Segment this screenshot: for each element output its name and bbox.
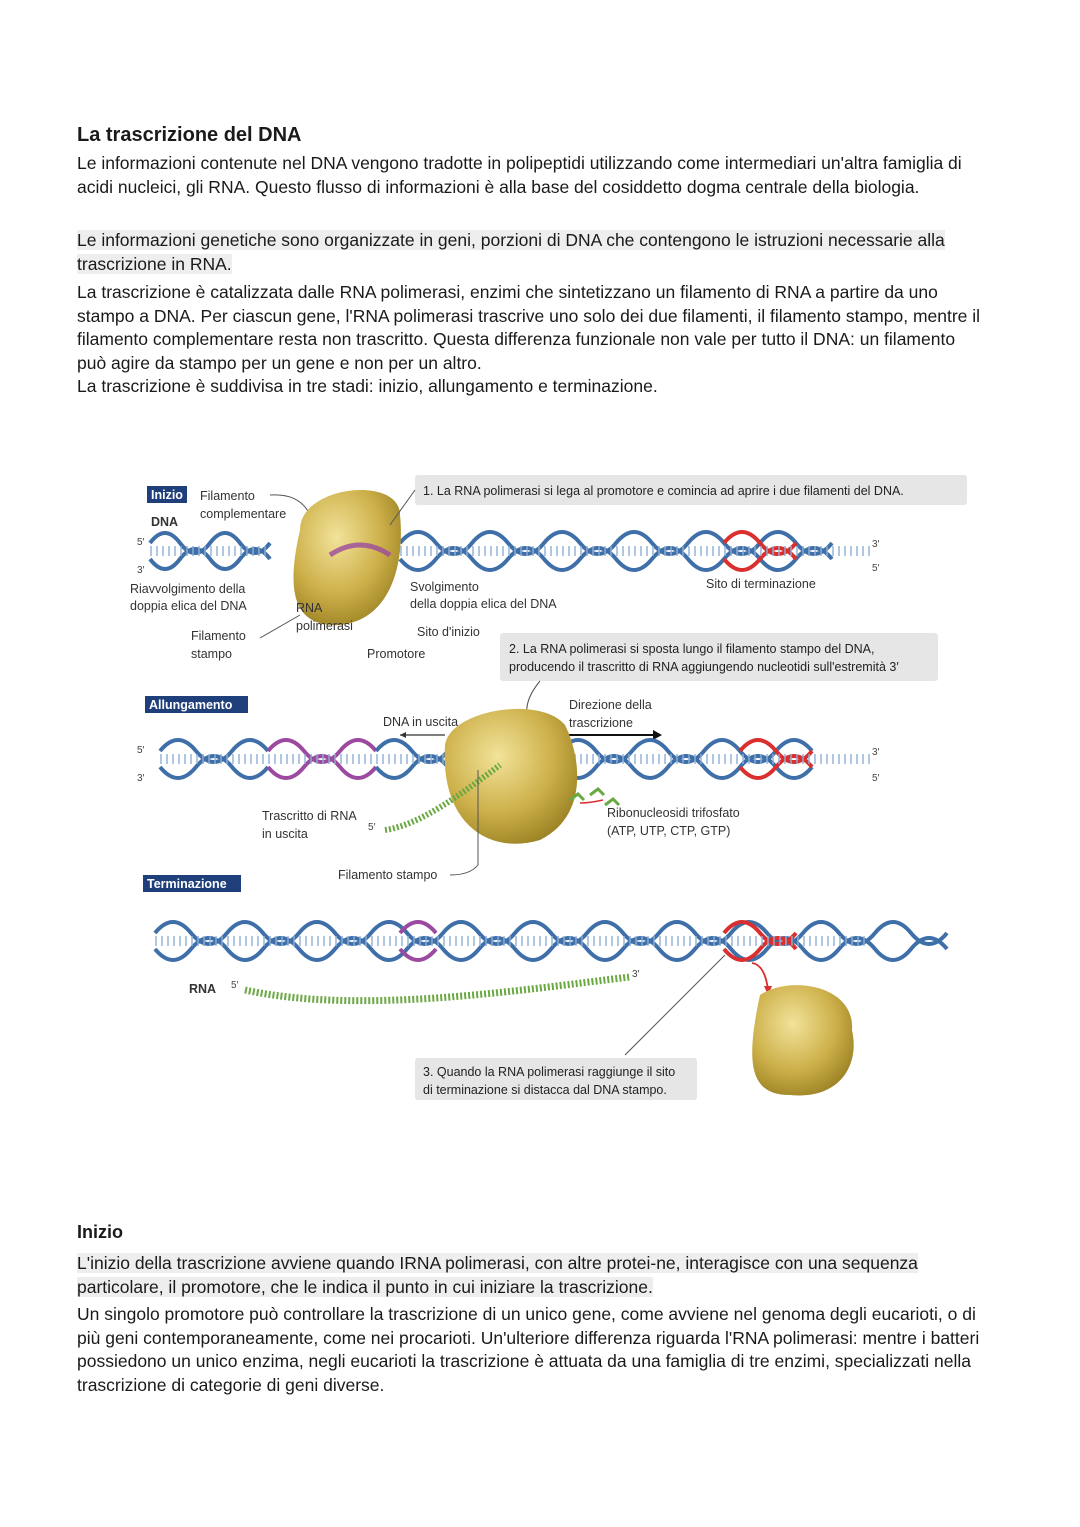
end-3-right-top: 3′ bbox=[872, 539, 880, 550]
paragraph-promotore: Un singolo promotore può controllare la trascrizione di un unico gene, come avviene nel genoma degli eucarioti, o di più geni contemporaneamente, come nei procarioti. Un'ulteriore differenza riguarda l'RNA polimerasi: mentre i batteri possiedono un unico enzima, negli eucarioti la trascrizione è attuata da una famiglia di tre enzimi, specializzati nella trascrizione di categorie di geni diverse. bbox=[77, 1304, 980, 1395]
dna-helix-terminazione bbox=[155, 922, 947, 960]
label-trascritto-1: Trascritto di RNA bbox=[262, 809, 357, 823]
note-2-line1: 2. La RNA polimerasi si sposta lungo il filamento stampo del DNA, bbox=[509, 642, 875, 656]
tag-inizio: Inizio bbox=[151, 488, 183, 502]
label-direzione-2: trascrizione bbox=[569, 716, 633, 730]
label-rna-2: polimerasi bbox=[296, 619, 353, 633]
label-sito-inizio: Sito d'inizio bbox=[417, 625, 480, 639]
label-direzione-1: Direzione della bbox=[569, 698, 652, 712]
label-riavvolgimento-1: Riavvolgimento della bbox=[130, 582, 246, 596]
end-3-top: 3′ bbox=[137, 565, 145, 576]
end-3-mid: 3′ bbox=[137, 773, 145, 784]
label-ribonucleosidi-1: Ribonucleosidi trifosfato bbox=[607, 806, 740, 820]
label-dna-uscita: DNA in uscita bbox=[383, 715, 459, 729]
ribonucleotides-icon bbox=[570, 789, 619, 805]
paragraph-genes: Le informazioni genetiche sono organizzate in geni, porzioni di DNA che contengono le istruzioni necessarie alla trascrizione in RNA. bbox=[77, 230, 945, 274]
note-1: 1. La RNA polimerasi si lega al promotore e comincia ad aprire i due filamenti del DNA. bbox=[423, 484, 904, 498]
label-filamento-complementare-2: complementare bbox=[200, 507, 287, 521]
label-trascritto-2: in uscita bbox=[262, 827, 308, 841]
end-5-mid: 5′ bbox=[137, 745, 145, 756]
tag-terminazione: Terminazione bbox=[147, 877, 227, 891]
rna-label: RNA bbox=[189, 982, 217, 996]
paragraph-inizio: L'inizio della trascrizione avviene quando IRNA polimerasi, con altre protei-ne, interagisce con una sequenza particolare, il promotore, che le indica il punto in cui iniziare la trascrizione. bbox=[77, 1253, 918, 1297]
label-filamento-stampo-2: stampo bbox=[191, 647, 232, 661]
note-3-line2: di terminazione si distacca dal DNA stampo. bbox=[423, 1083, 667, 1097]
label-svolgimento-1: Svolgimento bbox=[410, 580, 479, 594]
note-2-line2: producendo il trascritto di RNA aggiungendo nucleotidi sull'estremità 3′ bbox=[509, 660, 899, 674]
paragraph-polymerase: La trascrizione è catalizzata dalle RNA polimerasi, enzimi che sintetizzano un filamento di RNA a partire da uno stampo a DNA. Per ciascun gene, l'RNA polimerasi trascrive uno solo dei due filamenti, il filamento stampo, mentre il filamento complementare resta non trascritto. Questa differenza funzionale non vale per tutto il DNA: un filamento può agire da stampo per un gene e non per un altro. bbox=[77, 282, 981, 373]
section-title-inizio: Inizio bbox=[77, 1222, 123, 1242]
paragraph-stages: La trascrizione è suddivisa in tre stadi: inizio, allungamento e terminazione. bbox=[77, 376, 658, 396]
dna-helix-inizio bbox=[150, 532, 870, 570]
end-5-right-top: 5′ bbox=[872, 563, 880, 574]
label-svolgimento-2: della doppia elica del DNA bbox=[410, 597, 557, 611]
paragraph-intro: Le informazioni contenute nel DNA vengono tradotte in polipeptidi utilizzando come intermediari un'altra famiglia di acidi nucleici, gli RNA. Questo flusso di informazioni è alla base del cosiddetto dogma centrale della biologia. bbox=[77, 153, 962, 197]
rna-polymerase-allungamento bbox=[445, 709, 578, 844]
tag-allungamento: Allungamento bbox=[149, 698, 233, 712]
label-ribonucleosidi-2: (ATP, UTP, CTP, GTP) bbox=[607, 824, 731, 838]
dna-label: DNA bbox=[151, 515, 179, 529]
stage-allungamento bbox=[137, 633, 938, 882]
transcription-figure bbox=[100, 455, 985, 1125]
end-5-transcript: 5′ bbox=[368, 822, 376, 833]
label-riavvolgimento-2: doppia elica del DNA bbox=[130, 599, 247, 613]
label-filamento-stampo-allungamento: Filamento stampo bbox=[338, 868, 438, 882]
label-sito-terminazione: Sito di terminazione bbox=[706, 577, 816, 591]
label-promotore: Promotore bbox=[367, 647, 426, 661]
note-3-line1: 3. Quando la RNA polimerasi raggiunge il sito bbox=[423, 1065, 676, 1079]
end-5-top: 5′ bbox=[137, 537, 145, 548]
rna-released bbox=[245, 977, 630, 1001]
page-title: La trascrizione del DNA bbox=[77, 124, 302, 146]
label-filamento-complementare-1: Filamento bbox=[200, 489, 255, 503]
end-3-rna: 3′ bbox=[632, 969, 640, 980]
end-3-right-mid: 3′ bbox=[872, 747, 880, 758]
stage-terminazione bbox=[143, 875, 947, 1100]
rna-polymerase-released bbox=[752, 985, 853, 1095]
end-5-rna: 5′ bbox=[231, 980, 239, 991]
label-rna-1: RNA bbox=[296, 601, 323, 615]
label-filamento-stampo-1: Filamento bbox=[191, 629, 246, 643]
end-5-right-mid: 5′ bbox=[872, 773, 880, 784]
